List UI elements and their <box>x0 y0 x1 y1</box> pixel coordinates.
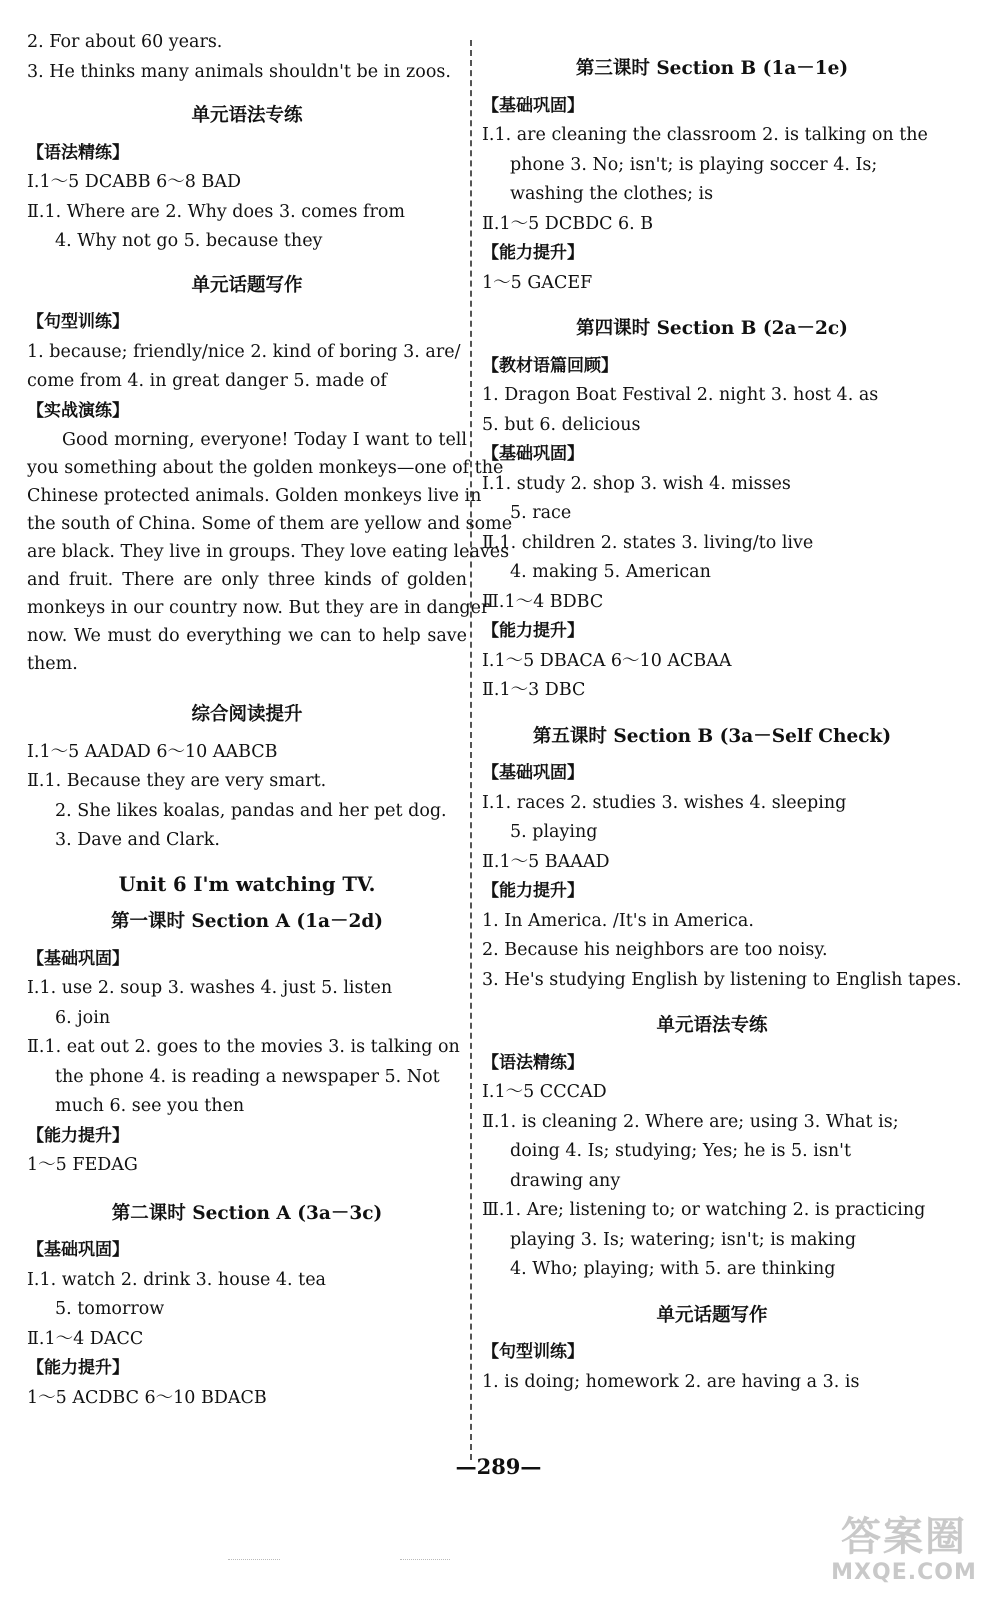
answer-line: 1～5 FEDAG <box>27 1155 138 1175</box>
answer-line: Ⅰ.1～5 AADAD 6～10 AABCB <box>27 741 278 762</box>
answer-line: 1～5 GACEF <box>482 272 593 293</box>
essay-line: them. <box>27 654 78 674</box>
lesson-title: 第三课时 Section B (1a－1e) <box>575 58 849 79</box>
section-heading-grammar: 单元语法专练 <box>656 1015 768 1036</box>
answer-line: Ⅱ.1～5 BAAAD <box>482 851 610 872</box>
section-heading-grammar: 单元语法专练 <box>191 105 303 126</box>
answer-line: playing 3. Is; watering; isn't; is making <box>510 1229 857 1250</box>
lesson-title: 第四课时 Section B (2a－2c) <box>576 318 848 339</box>
lesson-title: 第一课时 Section A (1a－2d) <box>110 911 384 932</box>
answer-line: Ⅱ.1～5 DCBDC 6. B <box>482 213 654 234</box>
answer-line: 2. For about 60 years. <box>27 32 223 52</box>
answer-line: 4. Why not go 5. because they <box>55 231 323 251</box>
answer-line: 1. because; friendly/nice 2. kind of boring 3. are/ <box>27 341 461 362</box>
watermark-chars: 答案圈 <box>841 1514 967 1560</box>
answer-line: 5. tomorrow <box>55 1299 165 1319</box>
column-divider <box>470 40 472 1460</box>
answer-line: the phone 4. is reading a newspaper 5. Not <box>55 1066 440 1087</box>
footer-dotted-line <box>400 1559 450 1560</box>
section-label: 【句型训练】 <box>482 1342 584 1362</box>
right-column <box>482 28 962 1397</box>
watermark-site: MXQE.COM <box>831 1560 977 1585</box>
section-label: 【语法精练】 <box>482 1052 584 1073</box>
watermark-logo <box>829 1514 979 1592</box>
section-label: 【基础巩固】 <box>482 95 584 116</box>
answer-line: Ⅱ.1. children 2. states 3. living/to live <box>482 532 814 553</box>
section-label: 【基础巩固】 <box>27 948 129 969</box>
answer-line: 5. playing <box>510 822 598 842</box>
essay-line: and fruit. There are only three kinds of golden <box>27 570 467 590</box>
section-label: 【语法精练】 <box>27 142 129 163</box>
answer-line: 4. Who; playing; with 5. are thinking <box>510 1259 836 1279</box>
essay-paragraph <box>27 426 513 678</box>
answer-line: Ⅰ.1. are cleaning the classroom 2. is talking on the <box>482 125 928 145</box>
answer-line: much 6. see you then <box>55 1096 245 1116</box>
answer-line: 3. He thinks many animals shouldn't be in zoos. <box>27 61 451 82</box>
answer-line: 5. race <box>510 503 572 523</box>
answer-line: Ⅱ.1～3 DBC <box>482 680 586 700</box>
answer-line: 1. Dragon Boat Festival 2. night 3. host 4. as <box>482 385 879 405</box>
section-heading-writing: 单元话题写作 <box>191 274 303 296</box>
answer-line: 3. He's studying English by listening to English tapes. <box>482 969 962 990</box>
essay-line: monkeys in our country now. But they are in danger <box>27 598 490 618</box>
answer-line: 3. Dave and Clark. <box>55 830 220 850</box>
essay-line: the south of China. Some of them are yellow and some <box>27 514 513 534</box>
lesson-title: 第二课时 Section A (3a－3c) <box>111 1202 383 1224</box>
answer-line: 5. but 6. delicious <box>482 414 641 435</box>
answer-line: Ⅰ.1～5 CCCAD <box>482 1082 607 1102</box>
section-heading-reading: 综合阅读提升 <box>191 704 303 725</box>
answer-line: doing 4. Is; studying; Yes; he is 5. isn't <box>510 1141 851 1161</box>
left-column <box>27 28 513 1413</box>
answer-line: Ⅰ.1. study 2. shop 3. wish 4. misses <box>482 473 791 494</box>
answer-line: 1～5 ACDBC 6～10 BDACB <box>27 1387 267 1408</box>
answer-line: 6. join <box>55 1007 111 1028</box>
page-number: —289— <box>455 1454 542 1479</box>
section-heading-writing: 单元话题写作 <box>656 1304 768 1326</box>
answer-line: Ⅰ.1. use 2. soup 3. washes 4. just 5. listen <box>27 978 393 998</box>
essay-line: are black. They live in groups. They love eating leaves <box>27 542 510 562</box>
answer-line: Ⅲ.1. Are; listening to; or watching 2. is practicing <box>482 1200 926 1220</box>
section-label: 【能力提升】 <box>27 1125 129 1146</box>
answer-line: 2. Because his neighbors are too noisy. <box>482 940 828 960</box>
answer-line: Ⅱ.1. is cleaning 2. Where are; using 3. What is; <box>482 1111 899 1132</box>
answer-line: phone 3. No; isn't; is playing soccer 4. Is; <box>510 154 878 175</box>
essay-line: Good morning, everyone! Today I want to tell <box>62 430 467 450</box>
section-label: 【基础巩固】 <box>482 763 584 783</box>
answer-line: washing the clothes; is <box>510 184 714 204</box>
answer-line: drawing any <box>510 1170 621 1191</box>
lesson-title: 第五课时 Section B (3a－Self Check) <box>532 725 892 747</box>
section-label: 【基础巩固】 <box>27 1240 129 1260</box>
answer-line: Ⅰ.1～5 DCABB 6～8 BAD <box>27 172 242 192</box>
essay-line: now. We must do everything we can to help save <box>27 626 467 646</box>
section-label: 【实战演练】 <box>27 400 129 421</box>
essay-line: Chinese protected animals. Golden monkeys live in <box>27 486 482 506</box>
unit-title: Unit 6 I'm watching TV. <box>118 872 376 896</box>
answer-line: Ⅱ.1～4 DACC <box>27 1328 144 1349</box>
section-label: 【能力提升】 <box>482 621 584 641</box>
answer-line: come from 4. in great danger 5. made of <box>27 371 387 391</box>
answer-line: Ⅰ.1. races 2. studies 3. wishes 4. sleeping <box>482 792 847 813</box>
answer-line: Ⅱ.1. Because they are very smart. <box>27 771 327 791</box>
answer-line: Ⅰ.1～5 DBACA 6～10 ACBAA <box>482 650 732 671</box>
answer-line: Ⅱ.1. eat out 2. goes to the movies 3. is talking on <box>27 1037 460 1057</box>
section-label: 【句型训练】 <box>27 312 129 332</box>
answer-line: Ⅱ.1. Where are 2. Why does 3. comes from <box>27 201 406 222</box>
section-label: 【能力提升】 <box>482 881 584 901</box>
answer-line: 1. In America. /It's in America. <box>482 910 754 931</box>
footer-dotted-line <box>228 1559 280 1560</box>
section-label: 【能力提升】 <box>482 243 584 263</box>
answer-line: 2. She likes koalas, pandas and her pet dog. <box>55 800 447 821</box>
section-label: 【能力提升】 <box>27 1358 129 1378</box>
answer-line: 1. is doing; homework 2. are having a 3. is <box>482 1371 860 1392</box>
answer-line: 4. making 5. American <box>510 562 711 582</box>
section-label: 【教材语篇回顾】 <box>482 355 618 376</box>
answer-line: Ⅲ.1～4 BDBC <box>482 591 604 612</box>
answer-line: Ⅰ.1. watch 2. drink 3. house 4. tea <box>27 1269 326 1290</box>
essay-line: you something about the golden monkeys—one of the <box>27 458 504 478</box>
section-label: 【基础巩固】 <box>482 444 584 464</box>
